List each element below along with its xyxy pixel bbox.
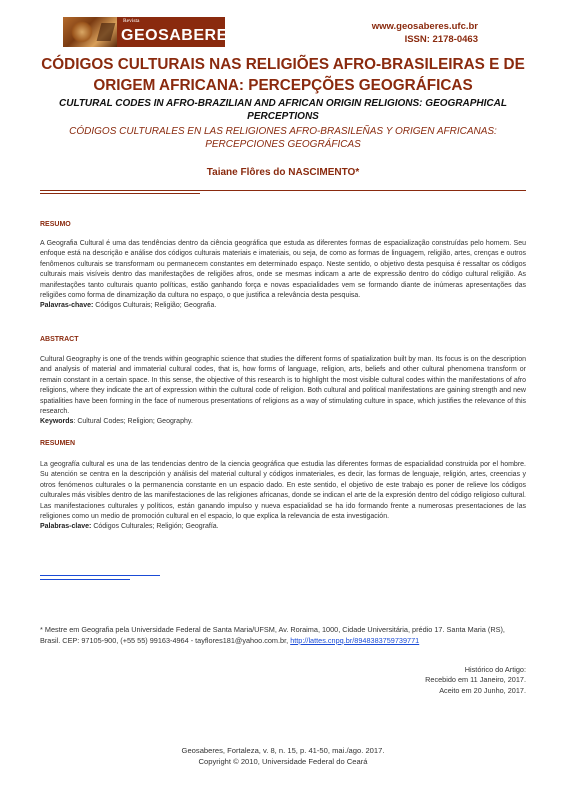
abstract-heading: ABSTRACT bbox=[40, 336, 79, 343]
website-link[interactable]: www.geosaberes.ufc.br bbox=[371, 21, 478, 32]
title-spanish: CÓDIGOS CULTURALES EN LAS RELIGIONES AFRO-BRASILEÑAS Y ORIGEN AFRICANAS: PERCEPCIONES GEOGRÁFICAS bbox=[69, 126, 497, 150]
abstract-body bbox=[40, 355, 526, 428]
resumo-keywords-label: Palavras-chave: bbox=[40, 302, 94, 310]
history-heading: Histórico do Artigo: bbox=[464, 665, 526, 674]
journal-copyright: Copyright © 2010, Universidade Federal do Ceará bbox=[198, 757, 368, 766]
issn-text: ISSN: 2178-0463 bbox=[404, 34, 478, 45]
resumo-keywords: Códigos Culturais; Religião; Geografia. bbox=[95, 302, 217, 310]
abstract-text: Cultural Geography is one of the trends within geographic science that studies the different forms of spatialization built by man. Its focus is on the description and analysis of material and immaterial cultural codes, that is, how forms of language, religion, arts, beliefs and other cultural phenomena transform or remain constant in a certain space. In this sense, the objective of this research is to highlight the most visible cultural codes within the manifestations of afro religions, where they indicate the art of expression within the cultural code of religion. Both cultural and political manifestations are gaining strength and new spatialities have been forming in the face of numerous presentations of religions as a way of stimulating culture in space, which justifies the relevance of this research. bbox=[40, 356, 526, 416]
separator-line bbox=[40, 575, 160, 576]
author-divider bbox=[40, 190, 526, 194]
logo-big-text: GEOSABERES bbox=[121, 27, 239, 44]
author-name: Taiane Flôres do NASCIMENTO* bbox=[206, 167, 360, 178]
resumen-heading: RESUMEN bbox=[40, 440, 76, 447]
separator-line-short bbox=[40, 579, 130, 580]
resumo-text: A Geografia Cultural é uma das tendências dentro da ciência geográfica que estuda as diferentes formas de espacialização construídas pelo homem. Seu enfoque está na descrição e análise dos códigos culturais materiais e imateriais, ou seja, de como as formas de linguagem, religião, artes, crenças e outros fenômenos culturais se transformam ou permanecem constantes em determinado espaço. Neste sentido, o objetivo desta pesquisa é ressaltar os códigos culturais mais visíveis dentro das manifestações de religiões afros, onde se mesmas indicam a arte de expressão dentro do código cultural religião. As manifestações tanto culturais quanto políticas, estão ganhando força e novas espacialidades vem se formando diante de inúmeras apresentações das religiões como forma de dinamização da cultura no espaço, o que justifica a relevância desta pesquisa. bbox=[40, 240, 526, 300]
resumen-keywords: Códigos Culturales; Religión; Geografía. bbox=[93, 523, 219, 531]
journal-logo bbox=[63, 17, 239, 47]
title-english: CULTURAL CODES IN AFRO-BRAZILIAN AND AFRICAN ORIGIN RELIGIONS: GEOGRAPHICAL PERCEPTIONS bbox=[59, 98, 507, 122]
logo-small-text: Revista bbox=[123, 18, 140, 24]
resumen-text: La geografía cultural es una de las tendencias dentro de la ciencia geográfica que estudia las diferentes formas de espacialidad construida por el hombre. Su atención se centra en la descripción y análisis del material cultural y códigos inmateriales, es decir, las formas de lenguaje, religión, artes, creencias y otros fenómenos culturales o la permanencia constante en un espacio dado. En este sentido, el objetivo de este trabajo es poner de relieve los códigos culturales más visibles dentro de las manifestaciones de las religiones africanas, donde se indican el arte de la expresión dentro del código religioso cultural. Las manifestaciones culturales y políticos, están ganando impulso y nueva espacialidad se ha ido formando frente a numerosas presentaciones de las religiones como un medio de promoción cultural en el espacio, lo que explica la relevancia de esta investigación. bbox=[40, 461, 526, 521]
footnote-separator bbox=[40, 575, 160, 580]
resumen-keywords-label: Palabras-clave: bbox=[40, 523, 92, 531]
divider-line bbox=[40, 190, 526, 191]
journal-footer bbox=[40, 745, 526, 767]
history-accepted: Aceito em 20 Junho, 2017. bbox=[439, 685, 526, 695]
lattes-link[interactable]: http://lattes.cnpq.br/8948383759739771 bbox=[290, 636, 420, 645]
resumen-body bbox=[40, 460, 526, 533]
resumo-body bbox=[40, 239, 526, 312]
history-received: Recebido em 11 Janeiro, 2017. bbox=[425, 675, 526, 685]
abstract-keywords: : Cultural Codes; Religion; Geography. bbox=[73, 418, 193, 426]
logo-wordmark bbox=[117, 17, 239, 47]
journal-info bbox=[372, 20, 478, 46]
logo-image bbox=[63, 17, 117, 47]
journal-citation: Geosaberes, Fortaleza, v. 8, n. 15, p. 41-50, mai./ago. 2017. bbox=[181, 746, 385, 755]
footnote-text: * Mestre em Geografia pela Universidade Federal de Santa Maria/UFSM, Av. Roraima, 1000, Cidade Universitária, prédio 17. Santa Maria (RS), Brasil. CEP: 97105-900, (+55 55) 99163-4964 - tayflores181@yahoo.com.br, bbox=[40, 625, 505, 645]
article-history bbox=[425, 665, 526, 696]
title-portuguese: CÓDIGOS CULTURAIS NAS RELIGIÕES AFRO-BRASILEIRAS E DE ORIGEM AFRICANA: PERCEPÇÕES GEOGRÁFICAS bbox=[41, 56, 525, 94]
author-footnote bbox=[40, 624, 526, 646]
abstract-keywords-label: Keywords bbox=[40, 418, 74, 426]
resumo-heading: RESUMO bbox=[40, 221, 71, 228]
divider-line-short bbox=[40, 193, 200, 194]
